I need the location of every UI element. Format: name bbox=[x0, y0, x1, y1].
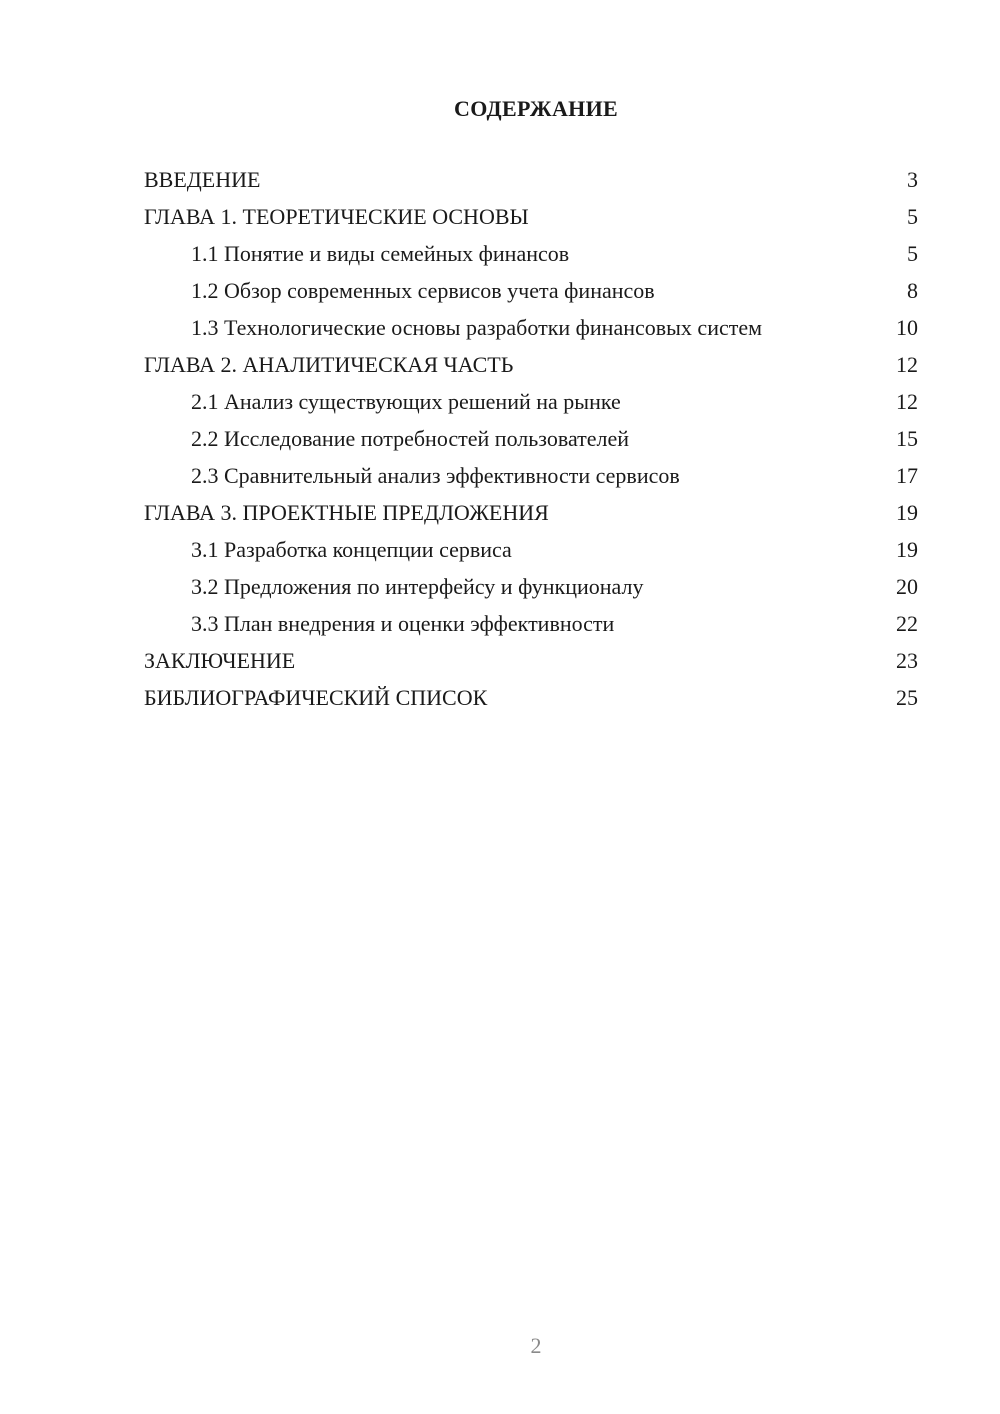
toc-entry-bibliography bbox=[144, 684, 918, 711]
toc-entry-chapter-3 bbox=[144, 499, 918, 526]
toc-entry-page: 5 bbox=[907, 241, 918, 266]
toc-entry-label: 1.2 Обзор современных сервисов учета финансов bbox=[191, 278, 655, 303]
toc-entry-label: 3.3 План внедрения и оценки эффективности bbox=[191, 611, 615, 636]
toc-entry-page: 10 bbox=[896, 315, 918, 340]
toc-entry-label: 3.2 Предложения по интерфейсу и функционалу bbox=[191, 574, 644, 599]
toc-entry-label: ГЛАВА 3. ПРОЕКТНЫЕ ПРЕДЛОЖЕНИЯ bbox=[144, 500, 549, 525]
toc-entry-label: ЗАКЛЮЧЕНИЕ bbox=[144, 648, 296, 673]
toc-entry-page: 12 bbox=[896, 389, 918, 414]
toc-entry-conclusion bbox=[144, 647, 918, 674]
toc-entry-section-2-3 bbox=[144, 462, 918, 489]
table-of-contents bbox=[144, 166, 918, 721]
toc-entry-section-2-2 bbox=[144, 425, 918, 452]
page-title: СОДЕРЖАНИЕ bbox=[454, 96, 618, 121]
toc-entry-page: 15 bbox=[896, 426, 918, 451]
toc-entry-introduction bbox=[144, 166, 918, 193]
toc-entry-page: 19 bbox=[896, 500, 918, 525]
toc-entry-section-1-1 bbox=[144, 240, 918, 267]
toc-entry-page: 25 bbox=[896, 685, 918, 710]
toc-entry-page: 8 bbox=[907, 278, 918, 303]
toc-entry-label: ГЛАВА 1. ТЕОРЕТИЧЕСКИЕ ОСНОВЫ bbox=[144, 204, 529, 229]
toc-entry-section-1-2 bbox=[144, 277, 918, 304]
toc-entry-page: 22 bbox=[896, 611, 918, 636]
toc-entry-label: БИБЛИОГРАФИЧЕСКИЙ СПИСОК bbox=[144, 685, 488, 710]
toc-entry-section-1-3 bbox=[144, 314, 918, 341]
toc-entry-page: 19 bbox=[896, 537, 918, 562]
toc-entry-label: 3.1 Разработка концепции сервиса bbox=[191, 537, 512, 562]
toc-entry-label: 1.1 Понятие и виды семейных финансов bbox=[191, 241, 570, 266]
toc-entry-label: 1.3 Технологические основы разработки финансовых систем bbox=[191, 315, 763, 340]
toc-entry-label: ГЛАВА 2. АНАЛИТИЧЕСКАЯ ЧАСТЬ bbox=[144, 352, 514, 377]
toc-entry-page: 23 bbox=[896, 648, 918, 673]
page-number: 2 bbox=[530, 1333, 542, 1358]
toc-entry-section-3-1 bbox=[144, 536, 918, 563]
toc-entry-page: 20 bbox=[896, 574, 918, 599]
toc-entry-page: 12 bbox=[896, 352, 918, 377]
toc-entry-page: 5 bbox=[907, 204, 918, 229]
toc-entry-label: 2.1 Анализ существующих решений на рынке bbox=[191, 389, 621, 414]
toc-entry-label: 2.3 Сравнительный анализ эффективности сервисов bbox=[191, 463, 680, 488]
toc-entry-page: 17 bbox=[896, 463, 918, 488]
toc-entry-section-3-2 bbox=[144, 573, 918, 600]
toc-entry-section-3-3 bbox=[144, 610, 918, 637]
toc-entry-label: 2.2 Исследование потребностей пользователей bbox=[191, 426, 630, 451]
toc-entry-section-2-1 bbox=[144, 388, 918, 415]
toc-entry-label: ВВЕДЕНИЕ bbox=[144, 167, 261, 192]
toc-entry-chapter-2 bbox=[144, 351, 918, 378]
toc-entry-page: 3 bbox=[907, 167, 918, 192]
toc-entry-chapter-1 bbox=[144, 203, 918, 230]
